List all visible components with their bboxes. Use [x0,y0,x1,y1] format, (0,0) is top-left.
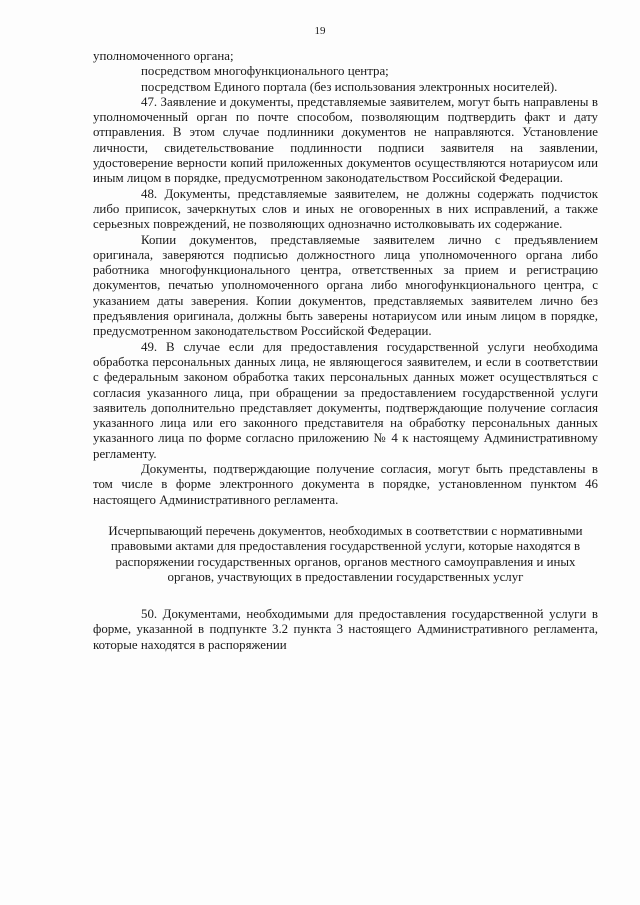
list-item-portal: посредством Единого портала (без использования электронных носителей). [141,79,558,94]
paragraph-49: 49. В случае если для предоставления государственной услуги необходима обработка персональных данных лица, не являющегося заявителем, и если в соответствии с федеральным законом обработка таких персональных данных может осуществляться с согласия указанного лица, при обращении за предоставлением государственной услуги заявитель дополнительно представляет документы, подтверждающие получение согласия указанного лица или его законного представителя на обработку персональных данных указанного лица по форме согласно приложению № 4 к настоящему Административному регламенту. [93,339,598,461]
spacer [93,508,598,524]
spacer [93,585,598,607]
paragraph-continuation: уполномоченного органа; [93,49,234,63]
paragraph-consent-documents: Документы, подтверждающие получение согласия, могут быть представлены в том числе в форме электронного документа в порядке, установленном пунктом 46 настоящего Административного регламента. [93,462,598,507]
list-item-mfc: посредством многофункционального центра; [141,64,389,79]
paragraph-50: 50. Документами, необходимыми для предоставления государственной услуги в форме, указанной в подпункте 3.2 пункта 3 настоящего Административного регламента, которые находятся в распоряжении [93,607,598,652]
paragraph-47: 47. Заявление и документы, представляемые заявителем, могут быть направлены в уполномоченный орган по почте способом, позволяющим подтвердить факт и дату отправления. В этом случае подлинники документов не направляются. Установление личности, свидетельствование подлинности подписи заявителя на заявлении, удостоверение верности копий приложенных документов осуществляются нотариусом или иным лицом в порядке, предусмотренном законодательством Российской Федерации. [93,94,598,186]
page-number: 19 [314,25,326,37]
paragraph-copies: Копии документов, представляемые заявителем лично с предъявлением оригинала, заверяются подписью должностного лица уполномоченного органа либо работника многофункционального центра, ответственных за прием и регистрацию документов, печатью уполномоченного органа либо многофункционального центра, с указанием даты заверения. Копии документов, представляемых заявителем лично без предъявления оригинала, должны быть заверены нотариусом или иным лицом в порядке, предусмотренном законодательством Российской Федерации. [93,232,598,339]
section-heading: Исчерпывающий перечень документов, необходимых в соответствии с нормативными правовыми актами для предоставления государственной услуги, которые находятся в распоряжении государственных органов, органов местного самоуправления и иных органов, участвующих в предоставлении государственных услуг [108,523,583,584]
paragraph-48: 48. Документы, представляемые заявителем, не должны содержать подчисток либо приписок, зачеркнутых слов и иных не оговоренных в них исправлений, а также серьезных повреждений, не позволяющих однозначно истолковывать их содержание. [93,186,598,232]
document-body [93,49,598,653]
